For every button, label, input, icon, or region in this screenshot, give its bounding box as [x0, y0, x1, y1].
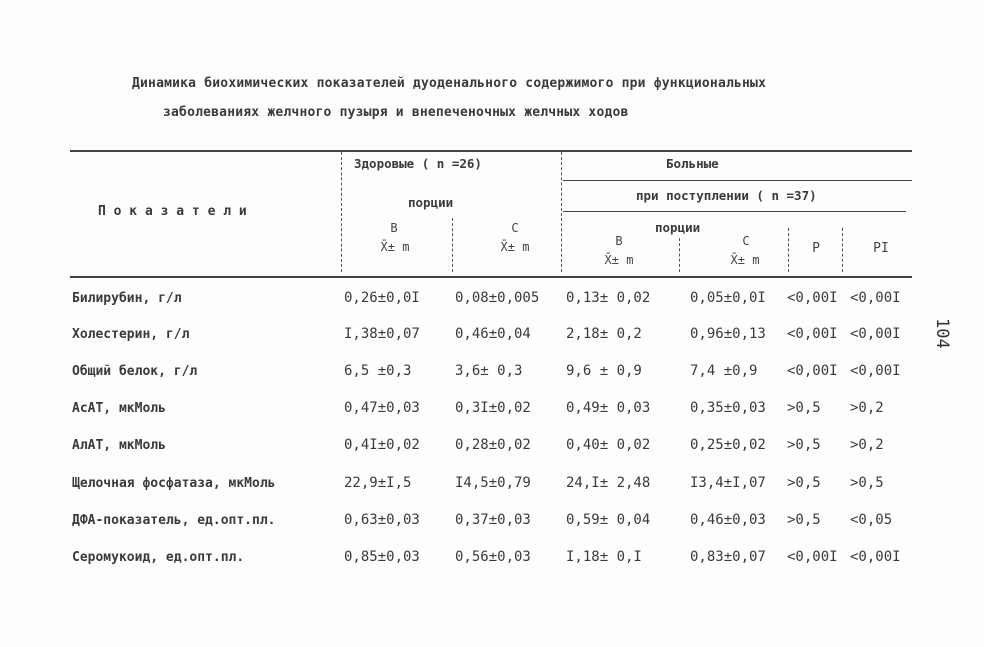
row-label: Билирубин, г/л	[72, 291, 182, 306]
table-title-line-2: заболеваниях желчного пузыря и внепеченочных желчных ходов	[163, 105, 629, 120]
header-p1: PI	[873, 241, 889, 256]
header-patients-c: C	[742, 234, 750, 248]
header-healthy-c: C	[511, 221, 519, 235]
healthy-c-value: 0,08±0,005	[455, 290, 540, 306]
healthy-b-value: 0,63±0,03	[344, 512, 420, 528]
col-separator-p	[788, 228, 789, 272]
header-p: P	[812, 241, 820, 256]
p-value: <0,00I	[787, 290, 838, 306]
header-on-admission: при поступлении ( n =37)	[636, 188, 817, 203]
healthy-b-value: I,38±0,07	[344, 326, 420, 342]
healthy-b-value: 0,85±0,03	[344, 549, 420, 565]
healthy-c-value: I4,5±0,79	[455, 475, 531, 491]
p-value: >0,5	[787, 437, 821, 453]
patients-c-value: 0,05±0,0I	[690, 290, 766, 306]
healthy-b-value: 0,47±0,03	[344, 400, 420, 416]
healthy-b-value: 6,5 ±0,3	[344, 363, 412, 379]
patients-c-value: 0,35±0,03	[690, 400, 766, 416]
admission-header-rule	[563, 211, 906, 212]
patients-b-value: I,18± 0,I	[566, 549, 642, 565]
header-patients-c-mean: X̄± m	[730, 253, 760, 267]
p1-value: <0,05	[850, 512, 893, 528]
header-patients: Больные	[666, 156, 719, 171]
healthy-c-value: 0,56±0,03	[455, 549, 531, 565]
p-value: <0,00I	[787, 363, 838, 379]
patients-b-value: 24,I± 2,48	[566, 475, 651, 491]
patients-b-value: 0,49± 0,03	[566, 400, 651, 416]
healthy-c-value: 0,3I±0,02	[455, 400, 531, 416]
header-patients-b: B	[615, 234, 623, 248]
row-label: ДФА-показатель, ед.опт.пл.	[72, 513, 276, 528]
header-healthy-b: B	[390, 221, 398, 235]
p1-value: <0,00I	[850, 290, 901, 306]
p-value: >0,5	[787, 512, 821, 528]
header-indicators: П о к а з а т е л и	[98, 204, 247, 219]
healthy-b-value: 22,9±I,5	[344, 475, 412, 491]
healthy-c-value: 0,28±0,02	[455, 437, 531, 453]
p1-value: >0,5	[850, 475, 884, 491]
p1-value: >0,2	[850, 437, 884, 453]
healthy-b-value: 0,26±0,0I	[344, 290, 420, 306]
header-healthy-portions: порции	[408, 195, 454, 210]
p-value: >0,5	[787, 475, 821, 491]
p1-value: >0,2	[850, 400, 884, 416]
row-label: АлАТ, мкМоль	[72, 438, 166, 453]
patients-c-value: 0,25±0,02	[690, 437, 766, 453]
patients-c-value: 0,83±0,07	[690, 549, 766, 565]
healthy-b-value: 0,4I±0,02	[344, 437, 420, 453]
p1-value: <0,00I	[850, 326, 901, 342]
row-label: Общий белок, г/л	[72, 364, 198, 379]
patients-b-value: 2,18± 0,2	[566, 326, 642, 342]
healthy-c-value: 0,46±0,04	[455, 326, 531, 342]
patients-b-value: 0,13± 0,02	[566, 290, 651, 306]
p1-value: <0,00I	[850, 363, 901, 379]
p-value: <0,00I	[787, 549, 838, 565]
healthy-c-value: 0,37±0,03	[455, 512, 531, 528]
table-top-rule	[70, 150, 912, 152]
row-label: Холестерин, г/л	[72, 327, 190, 342]
patients-c-value: 0,46±0,03	[690, 512, 766, 528]
col-separator-healthy	[341, 152, 342, 272]
header-patients-portions: порции	[655, 220, 701, 235]
col-separator-p1	[842, 228, 843, 272]
patients-c-value: 7,4 ±0,9	[690, 363, 758, 379]
col-separator-patients-bc	[679, 238, 680, 272]
header-healthy-c-mean: X̄± m	[500, 240, 530, 254]
patients-b-value: 9,6 ± 0,9	[566, 363, 642, 379]
col-separator-healthy-bc	[452, 218, 453, 272]
table-title-line-1: Динамика биохимических показателей дуоденального содержимого при функциональных	[132, 76, 767, 91]
row-label: АсАТ, мкМоль	[72, 401, 166, 416]
patients-header-rule	[563, 180, 912, 181]
header-healthy: Здоровые ( n =26)	[354, 156, 482, 171]
header-patients-b-mean: X̄± m	[604, 253, 634, 267]
p-value: <0,00I	[787, 326, 838, 342]
patients-b-value: 0,59± 0,04	[566, 512, 651, 528]
page-number: 104	[932, 318, 952, 349]
patients-c-value: I3,4±I,07	[690, 475, 766, 491]
p1-value: <0,00I	[850, 549, 901, 565]
row-label: Серомукоид, ед.опт.пл.	[72, 550, 245, 565]
header-bottom-rule	[70, 276, 912, 278]
healthy-c-value: 3,6± 0,3	[455, 363, 523, 379]
p-value: >0,5	[787, 400, 821, 416]
patients-c-value: 0,96±0,13	[690, 326, 766, 342]
patients-b-value: 0,40± 0,02	[566, 437, 651, 453]
header-healthy-b-mean: X̄± m	[380, 240, 410, 254]
row-label: Щелочная фосфатаза, мкМоль	[72, 476, 276, 491]
col-separator-patients	[561, 152, 562, 272]
